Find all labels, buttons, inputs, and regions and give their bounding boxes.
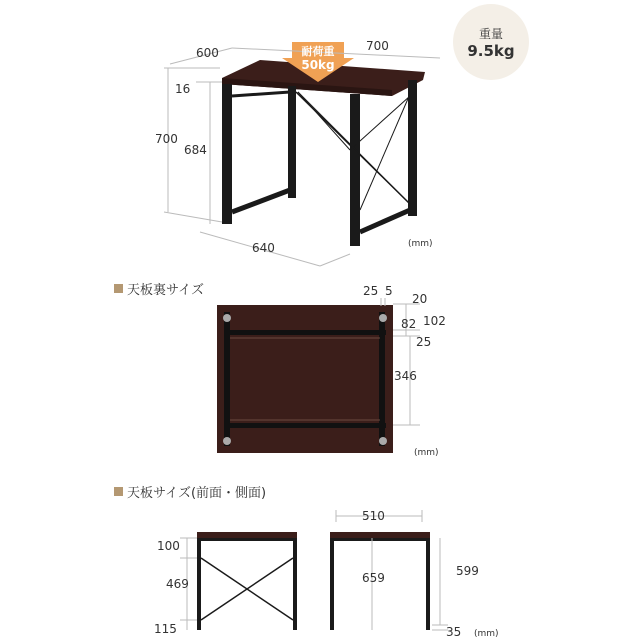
unit-mm-top: (mm): [408, 239, 433, 249]
dim-top-16: 16: [175, 82, 191, 96]
back-left-leg: [288, 86, 296, 198]
dim-346: 346: [394, 369, 417, 383]
weight-value: 9.5kg: [467, 41, 515, 60]
dim-5: 5: [385, 284, 393, 298]
dim-leg-684: 684: [184, 143, 207, 157]
dim-102: 102: [423, 314, 446, 328]
dim-25: 25: [363, 284, 379, 298]
underside-view: [217, 305, 393, 453]
underside-heading: [114, 279, 204, 298]
dim-depth-600: 600: [196, 46, 219, 60]
dim-100: 100: [157, 539, 180, 553]
unit-mm-underside: (mm): [414, 448, 439, 458]
weight-label: 重量: [478, 26, 503, 41]
heading-square-icon: [114, 487, 123, 496]
heading-square-icon: [114, 284, 123, 293]
front-right-leg: [350, 94, 360, 246]
dim-20: 20: [412, 292, 428, 306]
dim-35: 35: [446, 625, 462, 639]
unit-mm-side: (mm): [474, 629, 499, 639]
dim-height-700: 700: [155, 132, 178, 146]
dim-659: 659: [362, 571, 385, 585]
dim-width-700: 700: [366, 39, 389, 53]
load-badge-line2: 50kg: [301, 58, 335, 72]
dim-front-640: 640: [252, 241, 275, 255]
dim-82: 82: [401, 317, 417, 331]
front-side-heading: [114, 482, 266, 501]
front-left-leg: [222, 84, 232, 224]
weight-badge: [453, 4, 529, 80]
back-right-leg: [408, 80, 417, 216]
dim-599: 599: [456, 564, 479, 578]
desk-perspective: [222, 60, 425, 246]
underside-heading-text: 天板裏サイズ: [127, 283, 204, 298]
dim-25b: 25: [416, 335, 432, 349]
dimension-lines-side: [336, 510, 448, 630]
dim-469: 469: [166, 577, 189, 591]
front-view: [197, 532, 297, 630]
underside-board: [217, 305, 393, 453]
dim-115: 115: [154, 622, 177, 636]
dim-510: 510: [362, 509, 385, 523]
load-badge-line1: 耐荷重: [301, 45, 335, 58]
front-side-heading-text: 天板サイズ(前面・側面): [127, 486, 267, 501]
